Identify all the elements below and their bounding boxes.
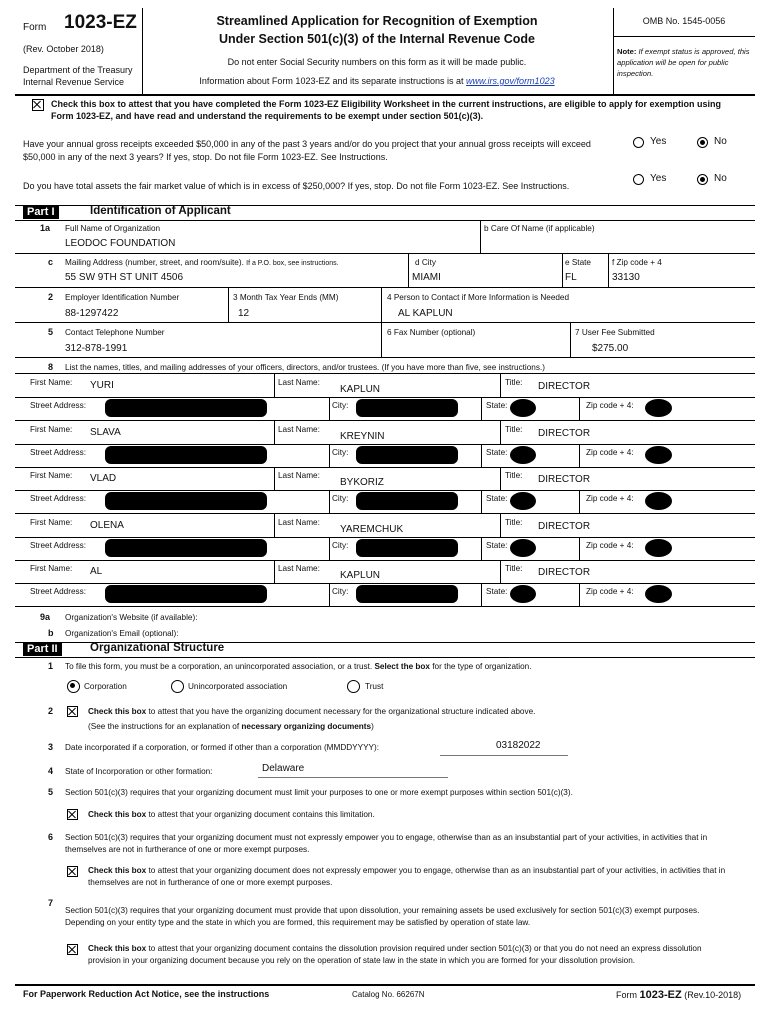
part1-title: Identification of Applicant: [90, 205, 231, 217]
paperwork-notice: For Paperwork Reduction Act Notice, see the instructions: [23, 989, 270, 999]
corporation-radio[interactable]: [67, 680, 80, 693]
state-of-formation-value[interactable]: Delaware: [262, 763, 305, 774]
user-fee-value[interactable]: $275.00: [592, 343, 629, 354]
officer-last-name-value[interactable]: YAREMCHUK: [340, 523, 404, 535]
gross-receipts-yes-radio[interactable]: [633, 137, 644, 148]
trust-label: Trust: [365, 682, 384, 691]
footer-form: [616, 989, 741, 1001]
officer-first-name-value[interactable]: SLAVA: [90, 426, 121, 438]
organizing-note-end: ): [371, 722, 374, 731]
officer-first-name-value[interactable]: OLENA: [90, 519, 124, 531]
redacted-street-address: [105, 585, 267, 603]
phone-value[interactable]: 312-878-1991: [65, 343, 128, 354]
officer-street-label: Street Address:: [30, 401, 86, 410]
agency: Internal Revenue Service: [23, 77, 125, 87]
officer-state-label: State:: [486, 447, 508, 457]
website-label: Organization's Website (if available):: [65, 613, 198, 622]
p2-line-1-num: 1: [48, 661, 54, 671]
redacted-city: [356, 585, 458, 603]
public-inspection-note: [617, 46, 755, 79]
mailing-address-note: If a P.O. box, see instructions.: [246, 260, 339, 267]
line-5-num: 5: [48, 327, 54, 337]
officer-first-name-value[interactable]: YURI: [90, 380, 114, 391]
state-value[interactable]: FL: [565, 272, 577, 283]
officer-last-name-label: Last Name:: [278, 517, 320, 527]
redacted-zip: [645, 399, 672, 417]
email-label: Organization's Email (optional):: [65, 629, 179, 638]
redacted-city: [356, 446, 458, 464]
officer-state-label: State:: [486, 494, 508, 503]
total-assets-yes-radio[interactable]: [633, 174, 644, 185]
officer-zip-label: Zip code + 4:: [586, 494, 634, 503]
officer-title-label: Title:: [505, 424, 523, 434]
officer-city-label: City:: [332, 494, 349, 503]
organizing-document-checkbox[interactable]: [67, 706, 78, 717]
eligibility-attestation: Check this box to attest that you have completed the Form 1023-EZ Eligibility Worksheet in the current instructions, are eligible to apply for exemption using Form 1023-EZ, and have read and understand the requirements to be exempt under section 501(c)(3).: [51, 99, 721, 121]
dissolution-text: to attest that your organizing document contains the dissolution provision required under section 501(c)(3) or that you do not need an express dissolution provision in your organizing document because you rely on the operation of state law in the state in which you are formed for your dissolution provision.: [88, 944, 702, 965]
part2-title: Organizational Structure: [90, 642, 225, 654]
officer-title-label: Title:: [505, 471, 523, 480]
mailing-address-label: [65, 258, 339, 267]
officers-instructions: List the names, titles, and mailing addresses of your officers, directors, and/or trustees. (If you have more than five, see instructions.): [65, 363, 545, 372]
officer-city-label: City:: [332, 401, 349, 410]
officer-last-name-value[interactable]: BYKORIZ: [340, 477, 384, 488]
redacted-state: [510, 399, 536, 417]
redacted-zip: [645, 585, 672, 603]
info-line: [142, 76, 612, 86]
date-incorporated-value[interactable]: 03182022: [496, 740, 541, 751]
dissolution-attest: [88, 943, 728, 967]
dissolution-checkbox[interactable]: [67, 944, 78, 955]
line-2-num: 2: [48, 292, 54, 302]
ein-value[interactable]: 88-1297422: [65, 308, 119, 319]
purpose-limitation-checkbox[interactable]: [67, 809, 78, 820]
redacted-city: [356, 539, 458, 557]
phone-label: Contact Telephone Number: [65, 328, 165, 337]
gross-receipts-yes-label: Yes: [650, 136, 667, 147]
note-text: If exempt status is approved, this application will be open for public inspection.: [617, 47, 750, 78]
org-type-text: To file this form, you must be a corporation, an unincorporated association, or a trust.: [65, 662, 373, 671]
p2-line-2-num: 2: [48, 706, 54, 716]
officer-street-label: Street Address:: [30, 587, 86, 596]
ein-label: Employer Identification Number: [65, 293, 180, 302]
omb-number: OMB No. 1545-0056: [642, 16, 726, 26]
org-type-instructions: [65, 662, 532, 671]
footer-form-number: 1023-EZ: [639, 989, 682, 1001]
gross-receipts-no-radio[interactable]: [697, 137, 708, 148]
form-number: 1023-EZ: [64, 12, 137, 33]
officer-state-label: State:: [486, 587, 508, 596]
dissolution-requirement: Section 501(c)(3) requires that your organizing document must provide that upon dissolution, your remaining assets be used exclusively for section 501(c)(3) exempt purposes. Depending on your entity type and the state in which you are formed, this requirement may be satisfied by operation of state law.: [65, 906, 700, 927]
officer-first-name-label: First Name:: [30, 471, 73, 480]
redacted-zip: [645, 492, 672, 510]
p2-line-3-num: 3: [48, 742, 54, 752]
org-name-label: Full Name of Organization: [65, 224, 161, 233]
org-name-value[interactable]: LEODOC FOUNDATION: [65, 238, 176, 249]
purpose-limitation-attest: [88, 810, 375, 819]
officer-last-name-value[interactable]: KAPLUN: [340, 384, 381, 395]
contact-person-label: 4 Person to Contact if More Information is Needed: [387, 293, 570, 302]
check-this-box-7: Check this box: [88, 944, 147, 953]
officer-first-name-value[interactable]: VLAD: [90, 473, 117, 484]
catalog-number: Catalog No. 66267N: [352, 990, 425, 999]
part2-label: Part II: [23, 642, 62, 656]
check-this-box-5: Check this box: [88, 810, 147, 819]
officer-zip-label: Zip code + 4:: [586, 540, 634, 550]
redacted-street-address: [105, 539, 267, 557]
redacted-zip: [645, 446, 672, 464]
gross-receipts-no-label: No: [714, 136, 727, 147]
footer-rev: (Rev.10-2018): [684, 990, 742, 1000]
p2-line-7-num: 7: [48, 898, 54, 908]
officer-last-name-value[interactable]: KREYNIN: [340, 430, 385, 442]
officer-zip-label: Zip code + 4:: [586, 587, 634, 596]
care-of-label: b Care Of Name (if applicable): [484, 224, 595, 233]
contact-person-value[interactable]: AL KAPLUN: [398, 308, 453, 319]
zip-label: f Zip code + 4: [612, 258, 662, 267]
mailing-address-value[interactable]: 55 SW 9TH ST UNIT 4506: [65, 272, 184, 283]
officer-last-name-label: Last Name:: [278, 424, 320, 434]
officer-first-name-label: First Name:: [30, 424, 73, 434]
state-of-formation-label: State of Incorporation or other formation:: [65, 767, 213, 776]
state-label: e State: [565, 258, 591, 267]
redacted-street-address: [105, 399, 267, 417]
officer-title-value[interactable]: DIRECTOR: [538, 427, 591, 439]
footer-form-word: Form: [616, 990, 637, 1000]
date-incorporated-label: Date incorporated if a corporation, or formed if other than a corporation (MMDDYYYY):: [65, 743, 379, 752]
redacted-street-address: [105, 492, 267, 510]
unincorporated-label: Unincorporated association: [188, 682, 288, 691]
redacted-city: [356, 492, 458, 510]
tax-year-value[interactable]: 12: [238, 308, 250, 319]
eligibility-checkbox[interactable]: [32, 99, 44, 111]
officer-title-value[interactable]: DIRECTOR: [538, 520, 591, 532]
empower-attest: [88, 865, 738, 889]
officer-last-name-value[interactable]: KAPLUN: [340, 570, 381, 581]
purpose-requirement: Section 501(c)(3) requires that your organizing document must limit your purposes to one or more exempt purposes within section 501(c)(3).: [65, 788, 573, 797]
info-text: Information about Form 1023-EZ and its separate instructions is at: [199, 76, 464, 86]
redacted-state: [510, 539, 536, 557]
empower-text: to attest that your organizing document does not expressly empower you to engage, otherwise than as an insubstantial part of your activities, in activities that in themselves are not in furtherance of one or more exempt purposes.: [88, 866, 726, 887]
officer-last-name-label: Last Name:: [278, 471, 320, 480]
trust-radio[interactable]: [347, 680, 360, 693]
part1-label: Part I: [23, 205, 59, 219]
officer-title-label: Title:: [505, 378, 523, 387]
officer-first-name-label: First Name:: [30, 517, 73, 527]
officer-title-value[interactable]: DIRECTOR: [538, 567, 591, 578]
form-title-line2: Under Section 501(c)(3) of the Internal Revenue Code: [218, 32, 536, 46]
redacted-zip: [645, 539, 672, 557]
redacted-state: [510, 585, 536, 603]
revision-date: (Rev. October 2018): [23, 44, 104, 54]
officer-city-label: City:: [332, 587, 349, 596]
line-8-num: 8: [48, 362, 54, 372]
redacted-state: [510, 446, 536, 464]
organizing-note-bold: necessary organizing documents: [241, 722, 372, 731]
fax-label: 6 Fax Number (optional): [387, 328, 476, 337]
officer-street-label: Street Address:: [30, 447, 86, 457]
check-this-box-2: Check this box: [88, 707, 147, 716]
officer-title-value[interactable]: DIRECTOR: [538, 381, 591, 392]
city-value[interactable]: MIAMI: [412, 272, 441, 283]
org-type-end: for the type of organization.: [432, 662, 532, 671]
line-9b-num: b: [48, 628, 54, 638]
p2-line-5-num: 5: [48, 787, 54, 797]
department: Department of the Treasury: [23, 65, 133, 75]
officer-first-name-value[interactable]: AL: [90, 566, 103, 577]
organizing-note-text: (See the instructions for an explanation of: [88, 722, 240, 731]
total-assets-question: Do you have total assets the fair market value of which is in excess of $250,000? If yes, stop. Do not file Form 1023-EZ. See Instructions.: [23, 181, 570, 191]
empower-checkbox[interactable]: [67, 866, 78, 877]
redacted-street-address: [105, 446, 267, 464]
officer-state-label: State:: [486, 401, 508, 410]
mailing-address-label-text: Mailing Address (number, street, and room/suite).: [65, 258, 244, 267]
organizing-document-text: to attest that you have the organizing document necessary for the organizational structure indicated above.: [148, 707, 536, 716]
organizing-document-note: [88, 722, 374, 731]
line-9a-num: 9a: [40, 612, 51, 622]
officer-last-name-label: Last Name:: [278, 564, 320, 573]
officer-zip-label: Zip code + 4:: [586, 401, 634, 410]
check-this-box-6: Check this box: [88, 866, 147, 875]
tax-year-label: 3 Month Tax Year Ends (MM): [233, 293, 339, 302]
gross-receipts-question: Have your annual gross receipts exceeded $50,000 in any of the past 3 years and/or do you project that your annual gross receipts will exceed $50,000 in any of the next 3 years? If yes, stop. Do not file Form 1023-EZ. See Instructions.: [23, 139, 591, 162]
officer-title-value[interactable]: DIRECTOR: [538, 474, 591, 485]
line-1a-num: 1a: [40, 223, 51, 233]
city-label: d City: [415, 258, 436, 267]
note-label: Note:: [617, 47, 637, 56]
user-fee-label: 7 User Fee Submitted: [575, 328, 655, 337]
officer-state-label: State:: [486, 540, 508, 550]
officer-first-name-label: First Name:: [30, 564, 73, 573]
officer-street-label: Street Address:: [30, 540, 86, 550]
zip-value[interactable]: 33130: [612, 272, 640, 283]
empower-requirement: Section 501(c)(3) requires that your organizing document must not expressly empower you to engage, otherwise than as an insubstantial part of your activities, in activities that in themselves are not in furtherance of one or more exempt purposes.: [65, 833, 708, 854]
redacted-city: [356, 399, 458, 417]
officer-first-name-label: First Name:: [30, 378, 73, 387]
organizing-document-attest: [88, 707, 738, 716]
org-type-bold: Select the box: [374, 662, 430, 671]
irs-link[interactable]: www.irs.gov/form1023: [466, 76, 555, 86]
officer-last-name-label: Last Name:: [278, 378, 320, 387]
officer-zip-label: Zip code + 4:: [586, 447, 634, 457]
p2-line-4-num: 4: [48, 766, 54, 776]
officer-street-label: Street Address:: [30, 494, 86, 503]
purpose-limitation-text: to attest that your organizing document contains this limitation.: [148, 810, 375, 819]
form-word: Form: [23, 22, 47, 33]
redacted-state: [510, 492, 536, 510]
corporation-label: Corporation: [84, 682, 127, 691]
line-1c-num: c: [48, 257, 54, 267]
total-assets-no-label: No: [714, 173, 727, 184]
officer-title-label: Title:: [505, 564, 523, 573]
form-title-line1: Streamlined Application for Recognition of Exemption: [216, 14, 538, 28]
total-assets-yes-label: Yes: [650, 173, 667, 184]
officer-city-label: City:: [332, 447, 349, 457]
ssn-warning: Do not enter Social Security numbers on this form as it will be made public.: [227, 57, 527, 67]
unincorporated-radio[interactable]: [171, 680, 184, 693]
officer-title-label: Title:: [505, 517, 523, 527]
total-assets-no-radio[interactable]: [697, 174, 708, 185]
officer-city-label: City:: [332, 540, 349, 550]
p2-line-6-num: 6: [48, 832, 54, 842]
